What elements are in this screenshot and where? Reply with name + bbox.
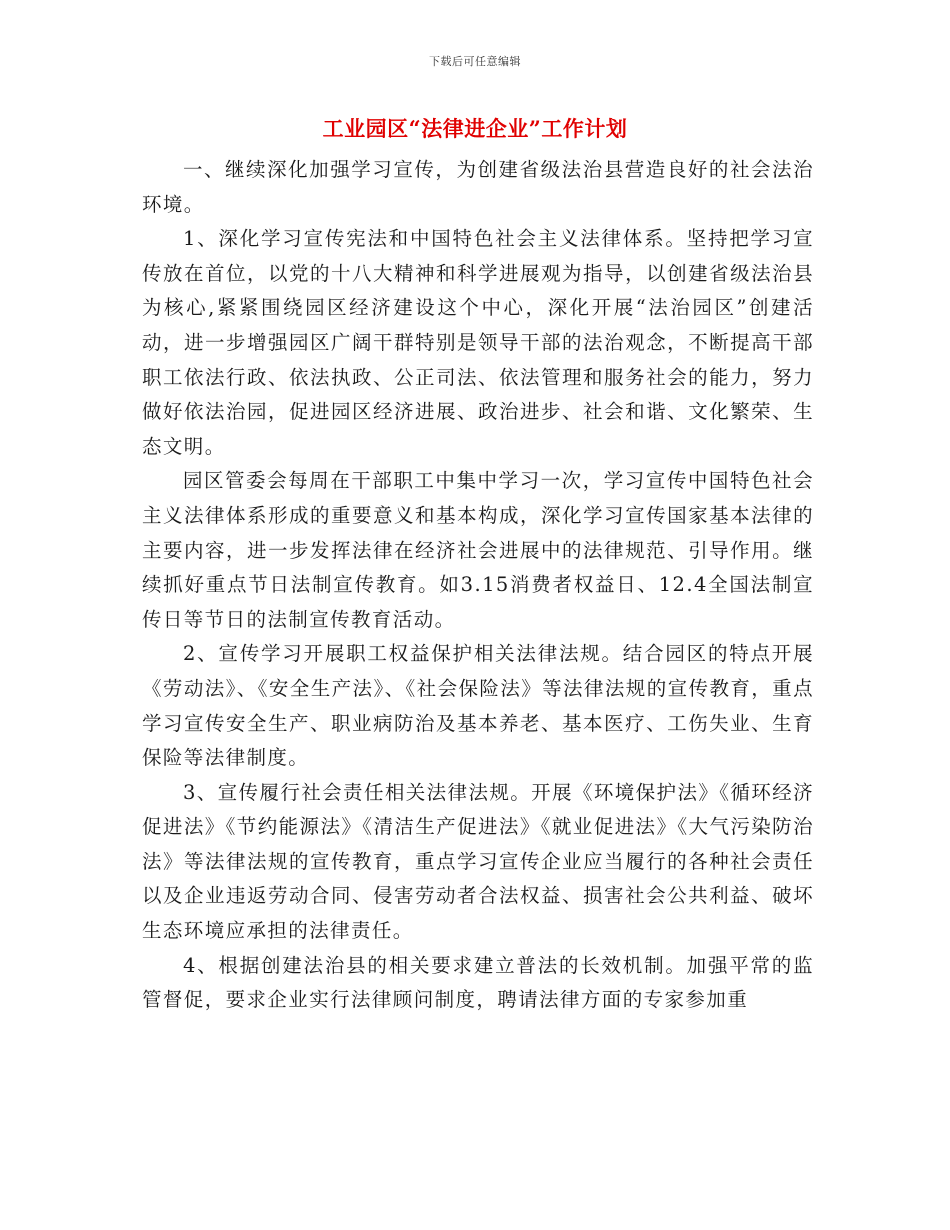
header-note: 下载后可任意编辑 [429, 55, 521, 68]
paragraph-item-4: 4、根据创建法治县的相关要求建立普法的长效机制。加强平常的监管督促，要求企业实行法律顾问制度，聘请法律方面的专家参加重 [142, 953, 814, 1012]
paragraph-weekly-study: 园区管委会每周在干部职工中集中学习一次，学习宣传中国特色社会主义法律体系形成的重要意义和基本构成，深化学习宣传国家基本法律的主要内容，进一步发挥法律在经济社会进展中的法律规范、引导作用。继续抓好重点节日法制宣传教育。如3.15消费者权益日、12.4全国法制宣传日等节日的法制宣传教育活动。 [142, 469, 814, 631]
document-title: 工业园区“法律进企业”工作计划 [322, 116, 628, 141]
paragraph-item-3: 3、宣传履行社会责任相关法律法规。开展《环境保护法》《循环经济促进法》《节约能源法》《清洁生产促进法》《就业促进法》《大气污染防治法》等法律法规的宣传教育，重点学习宣传企业应当履行的各种社会责任以及企业违返劳动合同、侵害劳动者合法权益、损害社会公共利益、破坏生态环境应承担的法律责任。 [142, 780, 814, 943]
paragraph-item-2: 2、宣传学习开展职工权益保护相关法律法规。结合园区的特点开展《劳动法》、《安全生产法》、《社会保险法》等法律法规的宣传教育，重点学习宣传安全生产、职业病防治及基本养老、基本医疗、工伤失业、生育保险等法律制度。 [142, 642, 814, 770]
paragraph-section-one-heading: 一、继续深化加强学习宣传，为创建省级法治县营造良好的社会法治环境。 [142, 158, 814, 216]
document-body [142, 153, 814, 1018]
paragraph-item-1: 1、深化学习宣传宪法和中国特色社会主义法律体系。坚持把学习宣传放在首位，以党的十八大精神和科学进展观为指导，以创建省级法治县为核心,紧紧围绕园区经济建设这个中心，深化开展“法治园区”创建活动，进一步增强园区广阔干群特别是领导干部的法治观念，不断提高干部职工依法行政、依法执政、公正司法、依法管理和服务社会的能力，努力做好依法治园，促进园区经济进展、政治进步、社会和谐、文化繁荣、生态文明。 [142, 227, 814, 458]
